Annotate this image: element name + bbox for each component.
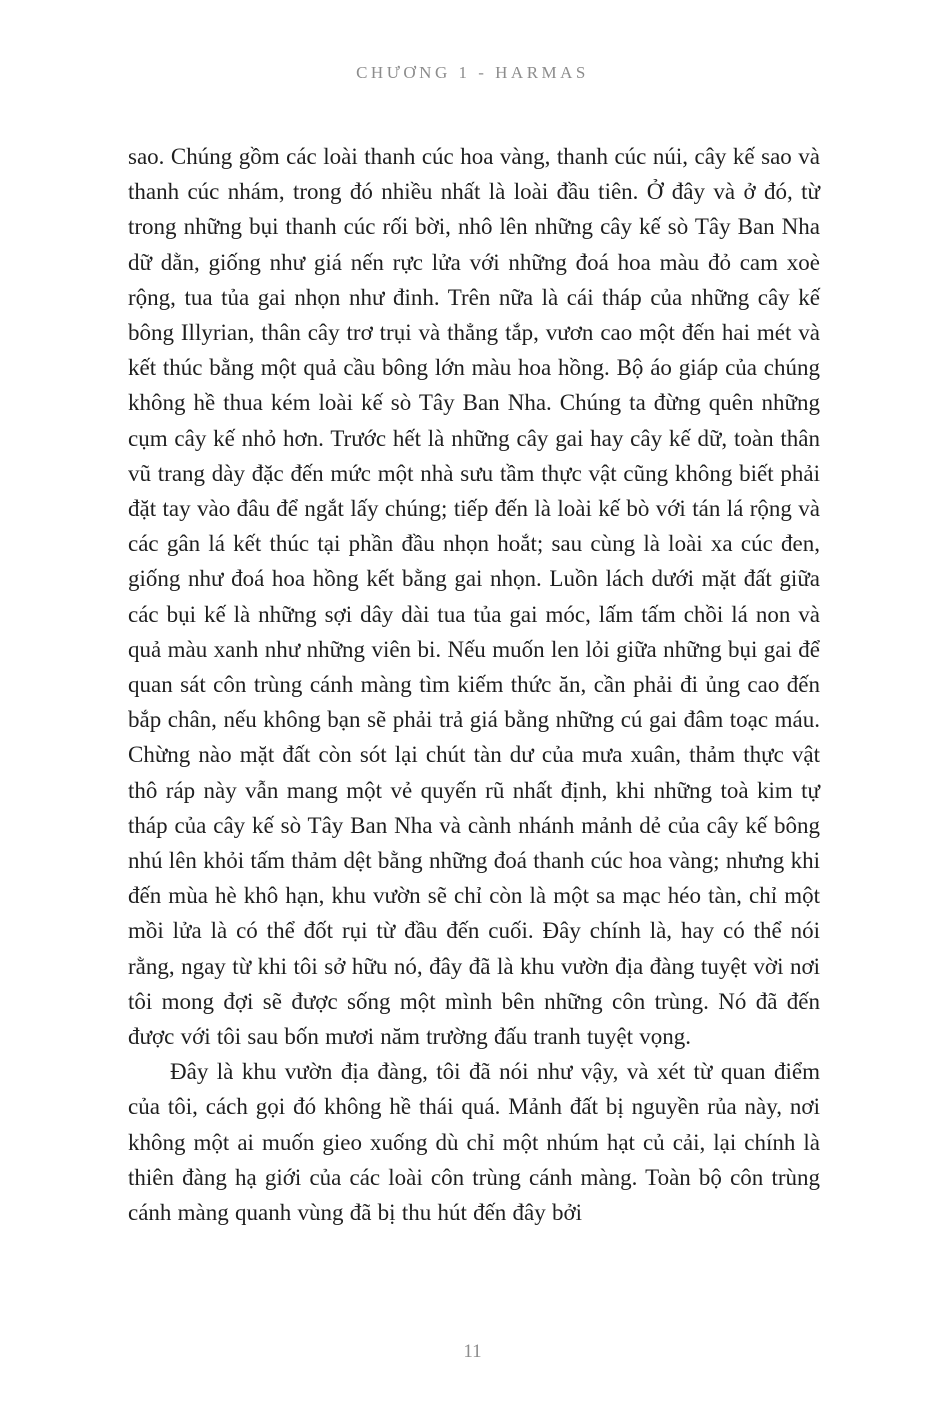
page-body (128, 139, 820, 1230)
chapter-running-header: CHƯƠNG 1 - HARMAS (356, 63, 589, 82)
paragraph-continuation: sao. Chúng gồm các loài thanh cúc hoa vàng, thanh cúc núi, cây kế sao và thanh cúc nhám, trong đó nhiều nhất là loài đầu tiên. Ở đây và ở đó, từ trong những bụi thanh cúc rối bời, nhô lên những cây kế sò Tây Ban Nha dữ dằn, giống như giá nến rực lửa với những đoá hoa màu đỏ cam xoè rộng, tua tủa gai nhọn như đinh. Trên nữa là cái tháp của những cây kế bông Illyrian, thân cây trơ trụi và thẳng tắp, vươn cao một đến hai mét và kết thúc bằng một quả cầu bông lớn màu hoa hồng. Bộ áo giáp của chúng không hề thua kém loài kế sò Tây Ban Nha. Chúng ta đừng quên những cụm cây kế nhỏ hơn. Trước hết là những cây gai hay cây kế dữ, toàn thân vũ trang dày đặc đến mức một nhà sưu tầm thực vật cũng không biết phải đặt tay vào đâu để ngắt lấy chúng; tiếp đến là loài kế bò với tán lá rộng và các gân lá kết thúc tại phần đầu nhọn hoắt; sau cùng là loài xa cúc đen, giống như đoá hoa hồng kết bằng gai nhọn. Luồn lách dưới mặt đất giữa các bụi kế là những sợi dây dài tua tủa gai móc, lấm tấm chồi lá non và quả màu xanh như những viên bi. Nếu muốn len lỏi giữa những bụi gai để quan sát côn trùng cánh màng tìm kiếm thức ăn, cần phải đi ủng cao đến bắp chân, nếu không bạn sẽ phải trả giá bằng những cú gai đâm toạc máu. Chừng nào mặt đất còn sót lại chút tàn dư của mưa xuân, thảm thực vật thô ráp này vẫn mang một vẻ quyến rũ nhất định, khi những toà kim tự tháp của cây kế sò Tây Ban Nha và cành nhánh mảnh dẻ của cây kế bông nhú lên khỏi tấm thảm dệt bằng những đoá thanh cúc hoa vàng; nhưng khi đến mùa hè khô hạn, khu vườn sẽ chỉ còn là một sa mạc héo tàn, chỉ một mồi lửa là có thể đốt rụi từ đầu đến cuối. Đây chính là, hay có thể nói rằng, ngay từ khi tôi sở hữu nó, đây đã là khu vườn địa đàng tuyệt vời nơi tôi mong đợi sẽ được sống một mình bên những côn trùng. Nó đã đến được với tôi sau bốn mươi năm trường đấu tranh tuyệt vọng. (128, 144, 820, 1050)
paragraph: Đây là khu vườn địa đàng, tôi đã nói như vậy, và xét từ quan điểm của tôi, cách gọi đó không hề thái quá. Mảnh đất bị nguyền rủa này, nơi không một ai muốn gieo xuống dù chỉ một nhúm hạt củ cải, lại chính là thiên đàng hạ giới của các loài côn trùng cánh màng. Toàn bộ côn trùng cánh màng quanh vùng đã bị thu hút đến đây bởi (128, 1059, 820, 1226)
page-number: 11 (463, 1341, 482, 1362)
